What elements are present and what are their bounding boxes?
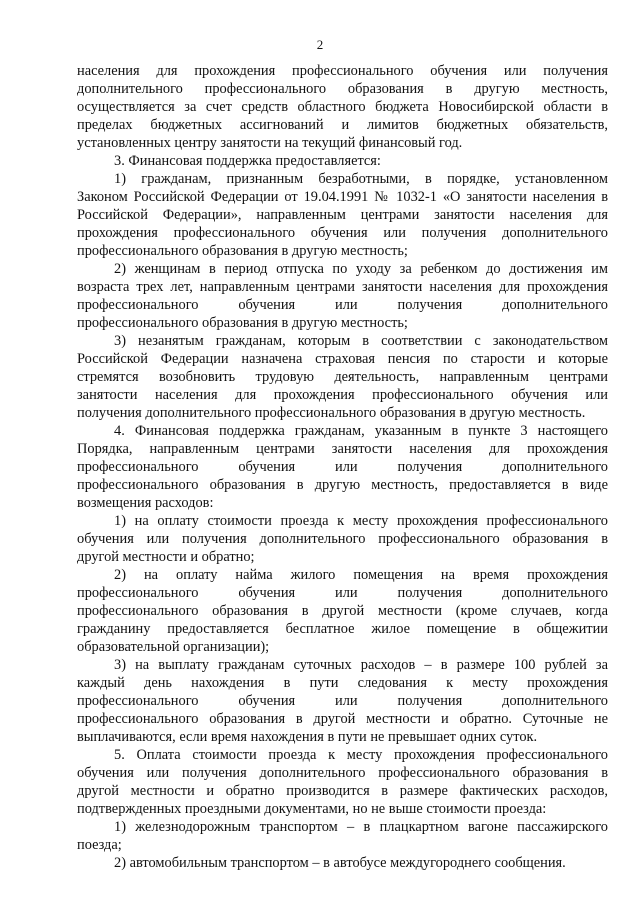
text-line: профессионального образования в другой местности и обратно. Суточные не [77, 711, 608, 727]
text-line: Законом Российской Федерации от 19.04.1991 № 1032-1 «О занятости населения в [77, 189, 608, 205]
text-line: другой местности и обратно производится в размере фактических расходов, [77, 783, 608, 799]
list-item-line: 2) автомобильным транспортом – в автобусе междугороднего сообщения. [114, 855, 566, 871]
text-line: профессионального образования в другую местность, предоставляется в виде [77, 477, 608, 493]
text-line: профессионального обучения или получения дополнительного [77, 459, 608, 475]
text-line: подтвержденных проездными документами, но не выше стоимости проезда: [77, 801, 547, 817]
text-line: пределах бюджетных ассигнований и лимитов бюджетных обязательств, [77, 117, 608, 133]
text-line: занятости населения для прохождения профессионального обучения или [77, 387, 608, 403]
list-item-line: 1) гражданам, признанным безработными, в порядке, установленном [114, 171, 608, 187]
text-line: населения для прохождения профессионального обучения или получения [77, 63, 608, 79]
text-line: поезда; [77, 837, 122, 853]
section-heading: 3. Финансовая поддержка предоставляется: [114, 153, 381, 169]
text-line: возмещения расходов: [77, 495, 214, 511]
text-line: Российской Федерации», направленным центрами занятости населения для [77, 207, 608, 223]
text-line: профессионального образования в другую местность; [77, 315, 408, 331]
text-line: дополнительного профессионального образования в другую местность, [77, 81, 608, 97]
text-line: каждый день нахождения в пути следования к месту прохождения [77, 675, 608, 691]
list-item-line: 1) железнодорожным транспортом – в плацкартном вагоне пассажирского [114, 819, 608, 835]
section-heading: 5. Оплата стоимости проезда к месту прохождения профессионального [114, 747, 608, 763]
text-line: профессионального обучения или получения дополнительного [77, 297, 608, 313]
text-line: профессионального обучения или получения дополнительного [77, 585, 608, 601]
text-line: обучения или получения дополнительного профессионального образования в [77, 531, 608, 547]
text-line: стремятся возобновить трудовую деятельность, направленным центрами [77, 369, 608, 385]
text-line: гражданину предоставляется бесплатное жилое помещение в общежитии [77, 621, 608, 637]
text-line: образовательной организации); [77, 639, 270, 655]
text-line: прохождения профессионального обучения или получения дополнительного [77, 225, 608, 241]
text-line: другой местности и обратно; [77, 549, 255, 565]
list-item-line: 3) на выплату гражданам суточных расходов – в размере 100 рублей за [114, 657, 608, 673]
page-number: 2 [316, 37, 324, 52]
list-item-line: 2) на оплату найма жилого помещения на время прохождения [114, 567, 608, 583]
section-heading: 4. Финансовая поддержка гражданам, указанным в пункте 3 настоящего [114, 423, 608, 439]
text-line: выплачиваются, если время нахождения в пути не превышает одних суток. [77, 729, 538, 745]
list-item-line: 3) незанятым гражданам, которым в соответствии с законодательством [114, 333, 608, 349]
text-line: установленных центру занятости на текущий финансовый год. [77, 135, 463, 151]
text-line: профессионального обучения или получения дополнительного [77, 693, 608, 709]
text-line: Российской Федерации назначена страховая пенсия по старости и которые [77, 351, 608, 367]
text-line: обучения или получения дополнительного профессионального образования в [77, 765, 608, 781]
list-item-line: 2) женщинам в период отпуска по уходу за ребенком до достижения им [114, 261, 608, 277]
text-line: профессионального образования в другой местности (кроме случаев, когда [77, 603, 608, 619]
text-line: осуществляется за счет средств областного бюджета Новосибирской области в [77, 99, 608, 115]
text-line: Порядка, направленным центрами занятости населения для прохождения [77, 441, 608, 457]
text-line: возраста трех лет, направленным центрами занятости населения для прохождения [77, 279, 608, 295]
text-line: профессионального образования в другую местность; [77, 243, 408, 259]
list-item-line: 1) на оплату стоимости проезда к месту прохождения профессионального [114, 513, 608, 529]
text-line: получения дополнительного профессионального образования в другую местность. [77, 405, 586, 421]
